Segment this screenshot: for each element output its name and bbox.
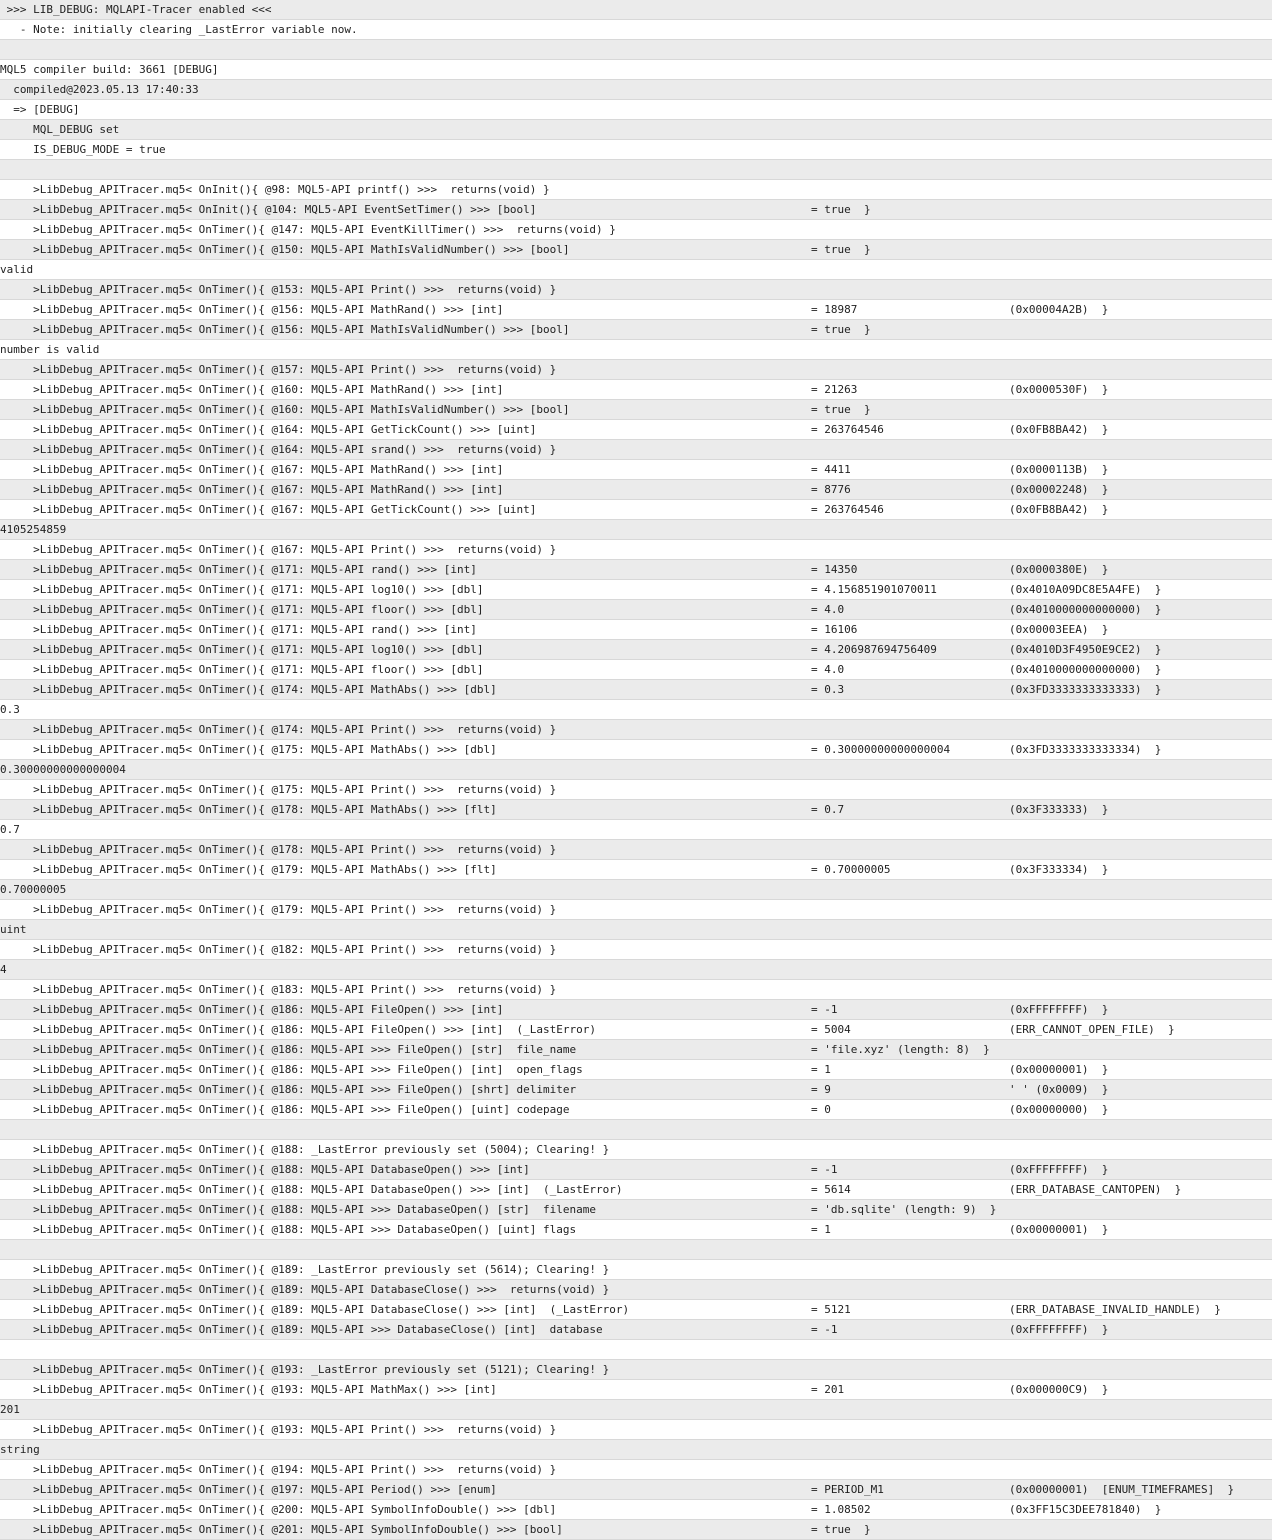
log-message: >LibDebug_APITracer.mq5< OnTimer(){ @186: MQL5-API >>> FileOpen() [uint] codepage: [0, 1103, 570, 1116]
log-detail: (0x00000001) }: [1009, 1223, 1109, 1236]
log-row[interactable]: [0, 240, 1272, 260]
log-detail: (0x3FD3333333333333) }: [1009, 683, 1162, 696]
log-row[interactable]: [0, 180, 1272, 200]
log-value: = -1: [811, 1003, 838, 1016]
log-value: = -1: [811, 1163, 838, 1176]
log-message: >LibDebug_APITracer.mq5< OnTimer(){ @160: MQL5-API MathIsValidNumber() >>> [bool]: [0, 403, 570, 416]
log-message: 4105254859: [0, 523, 67, 536]
log-value: = true }: [811, 243, 871, 256]
log-value: = 1: [811, 1063, 831, 1076]
log-message: >LibDebug_APITracer.mq5< OnTimer(){ @189: _LastError previously set (5614); Clearing! }: [0, 1263, 610, 1276]
log-value: = 18987: [811, 303, 858, 316]
log-value: = 5121: [811, 1303, 851, 1316]
log-row[interactable]: [0, 0, 1272, 20]
log-message: >LibDebug_APITracer.mq5< OnTimer(){ @147: MQL5-API EventKillTimer() >>> returns(void) }: [0, 223, 616, 236]
log-row[interactable]: [0, 640, 1272, 660]
log-row[interactable]: [0, 1040, 1272, 1060]
log-value: = 4411: [811, 463, 851, 476]
log-row[interactable]: [0, 500, 1272, 520]
log-detail: ' ' (0x0009) }: [1009, 1083, 1109, 1096]
log-value: = 16106: [811, 623, 858, 636]
log-message: >LibDebug_APITracer.mq5< OnTimer(){ @175: MQL5-API MathAbs() >>> [dbl]: [0, 743, 497, 756]
log-message: >LibDebug_APITracer.mq5< OnTimer(){ @188: _LastError previously set (5004); Clearing! }: [0, 1143, 610, 1156]
log-row[interactable]: [0, 140, 1272, 160]
log-value: = true }: [811, 323, 871, 336]
log-message: >LibDebug_APITracer.mq5< OnTimer(){ @201: MQL5-API SymbolInfoDouble() >>> [bool]: [0, 1523, 563, 1536]
log-row[interactable]: [0, 20, 1272, 40]
log-row[interactable]: [0, 1340, 1272, 1360]
log-row[interactable]: [0, 1460, 1272, 1480]
log-row[interactable]: [0, 980, 1272, 1000]
log-detail: (ERR_DATABASE_CANTOPEN) }: [1009, 1183, 1182, 1196]
log-row[interactable]: [0, 1480, 1272, 1500]
log-detail: (0x0FB8BA42) }: [1009, 503, 1109, 516]
log-message: >LibDebug_APITracer.mq5< OnTimer(){ @175: MQL5-API Print() >>> returns(void) }: [0, 783, 557, 796]
log-row[interactable]: [0, 1380, 1272, 1400]
log-row[interactable]: [0, 900, 1272, 920]
log-message: >LibDebug_APITracer.mq5< OnTimer(){ @156: MQL5-API MathIsValidNumber() >>> [bool]: [0, 323, 570, 336]
log-row[interactable]: [0, 340, 1272, 360]
log-message: 4: [0, 963, 7, 976]
log-value: = 201: [811, 1383, 845, 1396]
log-row[interactable]: [0, 720, 1272, 740]
log-row[interactable]: [0, 320, 1272, 340]
log-message: >LibDebug_APITracer.mq5< OnTimer(){ @186: MQL5-API >>> FileOpen() [shrt] delimiter: [0, 1083, 577, 1096]
log-message: => [DEBUG]: [0, 103, 80, 116]
log-message: >LibDebug_APITracer.mq5< OnTimer(){ @189: MQL5-API >>> DatabaseClose() [int] database: [0, 1323, 603, 1336]
log-message: >LibDebug_APITracer.mq5< OnTimer(){ @156: MQL5-API MathRand() >>> [int]: [0, 303, 504, 316]
log-value: = 4.0: [811, 663, 845, 676]
log-message: >LibDebug_APITracer.mq5< OnTimer(){ @178: MQL5-API Print() >>> returns(void) }: [0, 843, 557, 856]
log-row[interactable]: [0, 840, 1272, 860]
log-detail: (0x0FB8BA42) }: [1009, 423, 1109, 436]
log-value: = 21263: [811, 383, 858, 396]
log-message: 0.3: [0, 703, 20, 716]
log-row[interactable]: [0, 1140, 1272, 1160]
log-message: number is valid: [0, 343, 100, 356]
log-message: >LibDebug_APITracer.mq5< OnTimer(){ @174: MQL5-API Print() >>> returns(void) }: [0, 723, 557, 736]
log-message: >LibDebug_APITracer.mq5< OnTimer(){ @193: MQL5-API Print() >>> returns(void) }: [0, 1423, 557, 1436]
log-detail: (0xFFFFFFFF) }: [1009, 1323, 1109, 1336]
log-row[interactable]: [0, 200, 1272, 220]
log-message: 0.30000000000000004: [0, 763, 126, 776]
log-row[interactable]: [0, 700, 1272, 720]
log-message: >LibDebug_APITracer.mq5< OnTimer(){ @188: MQL5-API DatabaseOpen() >>> [int]: [0, 1163, 530, 1176]
log-message: 0.70000005: [0, 883, 67, 896]
log-detail: (0x3F333333) }: [1009, 803, 1109, 816]
log-message: >LibDebug_APITracer.mq5< OnTimer(){ @179: MQL5-API MathAbs() >>> [flt]: [0, 863, 497, 876]
log-value: = true }: [811, 403, 871, 416]
log-message: >LibDebug_APITracer.mq5< OnTimer(){ @197: MQL5-API Period() >>> [enum]: [0, 1483, 497, 1496]
log-row[interactable]: [0, 740, 1272, 760]
log-detail: (0x0000530F) }: [1009, 383, 1109, 396]
log-message: >LibDebug_APITracer.mq5< OnTimer(){ @188: MQL5-API >>> DatabaseOpen() [uint] flags: [0, 1223, 577, 1236]
log-message: >LibDebug_APITracer.mq5< OnTimer(){ @160: MQL5-API MathRand() >>> [int]: [0, 383, 504, 396]
log-detail: (0x000000C9) }: [1009, 1383, 1109, 1396]
log-message: IS_DEBUG_MODE = true: [0, 143, 166, 156]
log-value: = 5614: [811, 1183, 851, 1196]
log-row[interactable]: [0, 620, 1272, 640]
log-row[interactable]: [0, 1360, 1272, 1380]
log-row[interactable]: [0, 1420, 1272, 1440]
log-message: valid: [0, 263, 34, 276]
log-message: >LibDebug_APITracer.mq5< OnTimer(){ @186: MQL5-API FileOpen() >>> [int] (_LastError): [0, 1023, 597, 1036]
log-value: = 0: [811, 1103, 831, 1116]
log-row[interactable]: [0, 860, 1272, 880]
log-value: = 1: [811, 1223, 831, 1236]
log-message: >LibDebug_APITracer.mq5< OnTimer(){ @171: MQL5-API log10() >>> [dbl]: [0, 643, 484, 656]
log-row[interactable]: [0, 480, 1272, 500]
log-row[interactable]: [0, 560, 1272, 580]
log-detail: (0x00003EEA) }: [1009, 623, 1109, 636]
log-message: >LibDebug_APITracer.mq5< OnTimer(){ @150: MQL5-API MathIsValidNumber() >>> [bool]: [0, 243, 570, 256]
log-message: compiled@2023.05.13 17:40:33: [0, 83, 199, 96]
log-value: = 4.206987694756409: [811, 643, 937, 656]
log-detail: (0x3FF15C3DEE781840) }: [1009, 1503, 1162, 1516]
log-row[interactable]: [0, 1440, 1272, 1460]
log-detail: (0x00000001) [ENUM_TIMEFRAMES] }: [1009, 1483, 1235, 1496]
log-message: >LibDebug_APITracer.mq5< OnTimer(){ @153: MQL5-API Print() >>> returns(void) }: [0, 283, 557, 296]
log-row[interactable]: [0, 40, 1272, 60]
log-row[interactable]: [0, 280, 1272, 300]
log-message: >LibDebug_APITracer.mq5< OnTimer(){ @188: MQL5-API DatabaseOpen() >>> [int] (_LastError): [0, 1183, 623, 1196]
log-detail: (0x4010A09DC8E5A4FE) }: [1009, 583, 1162, 596]
log-message: >LibDebug_APITracer.mq5< OnTimer(){ @167: MQL5-API Print() >>> returns(void) }: [0, 543, 557, 556]
log-value: = 4.0: [811, 603, 845, 616]
log-row[interactable]: [0, 1240, 1272, 1260]
log-detail: (ERR_DATABASE_INVALID_HANDLE) }: [1009, 1303, 1221, 1316]
log-row[interactable]: [0, 680, 1272, 700]
log-message: MQL_DEBUG set: [0, 123, 120, 136]
log-row[interactable]: [0, 960, 1272, 980]
log-message: >LibDebug_APITracer.mq5< OnTimer(){ @189: MQL5-API DatabaseClose() >>> [int] (_LastError): [0, 1303, 630, 1316]
log-row[interactable]: [0, 580, 1272, 600]
log-row[interactable]: [0, 360, 1272, 380]
log-message: >LibDebug_APITracer.mq5< OnTimer(){ @164: MQL5-API GetTickCount() >>> [uint]: [0, 423, 537, 436]
log-row[interactable]: [0, 1220, 1272, 1240]
log-value: = 263764546: [811, 503, 884, 516]
log-detail: (0x3FD3333333333334) }: [1009, 743, 1162, 756]
log-row[interactable]: [0, 380, 1272, 400]
log-row[interactable]: [0, 520, 1272, 540]
log-value: = 'file.xyz' (length: 8) }: [811, 1043, 990, 1056]
log-message: >LibDebug_APITracer.mq5< OnInit(){ @98: MQL5-API printf() >>> returns(void) }: [0, 183, 550, 196]
log-message: >LibDebug_APITracer.mq5< OnTimer(){ @171: MQL5-API floor() >>> [dbl]: [0, 603, 484, 616]
log-message: >LibDebug_APITracer.mq5< OnTimer(){ @189: MQL5-API DatabaseClose() >>> returns(void) }: [0, 1283, 610, 1296]
log-detail: (0x00002248) }: [1009, 483, 1109, 496]
log-row[interactable]: [0, 1280, 1272, 1300]
log-row[interactable]: [0, 80, 1272, 100]
log-row[interactable]: [0, 600, 1272, 620]
log-value: = 4.156851901070011: [811, 583, 937, 596]
log-message: - Note: initially clearing _LastError variable now.: [0, 23, 358, 36]
log-row[interactable]: [0, 1120, 1272, 1140]
log-message: >LibDebug_APITracer.mq5< OnTimer(){ @171: MQL5-API log10() >>> [dbl]: [0, 583, 484, 596]
log-message: >LibDebug_APITracer.mq5< OnTimer(){ @174: MQL5-API MathAbs() >>> [dbl]: [0, 683, 497, 696]
log-row[interactable]: [0, 1520, 1272, 1540]
log-message: >LibDebug_APITracer.mq5< OnTimer(){ @188: MQL5-API >>> DatabaseOpen() [str] filename: [0, 1203, 597, 1216]
log-row[interactable]: [0, 1080, 1272, 1100]
log-value: = 8776: [811, 483, 851, 496]
log-value: = PERIOD_M1: [811, 1483, 884, 1496]
log-detail: (0x00004A2B) }: [1009, 303, 1109, 316]
log-detail: (0x4010D3F4950E9CE2) }: [1009, 643, 1162, 656]
log-row[interactable]: [0, 1000, 1272, 1020]
log-row[interactable]: [0, 460, 1272, 480]
log-row[interactable]: [0, 60, 1272, 80]
log-row[interactable]: [0, 100, 1272, 120]
log-message: uint: [0, 923, 27, 936]
log-row[interactable]: [0, 220, 1272, 240]
log-detail: (0x00000000) }: [1009, 1103, 1109, 1116]
log-row[interactable]: [0, 1180, 1272, 1200]
log-value: = 0.30000000000000004: [811, 743, 951, 756]
log-message: >LibDebug_APITracer.mq5< OnTimer(){ @171: MQL5-API floor() >>> [dbl]: [0, 663, 484, 676]
log-detail: (0x0000113B) }: [1009, 463, 1109, 476]
log-row[interactable]: [0, 420, 1272, 440]
log-message: >LibDebug_APITracer.mq5< OnTimer(){ @183: MQL5-API Print() >>> returns(void) }: [0, 983, 557, 996]
log-message: >LibDebug_APITracer.mq5< OnTimer(){ @171: MQL5-API rand() >>> [int]: [0, 563, 477, 576]
log-row[interactable]: [0, 1200, 1272, 1220]
log-detail: (0x4010000000000000) }: [1009, 663, 1162, 676]
log-value: = 5004: [811, 1023, 851, 1036]
log-message: 201: [0, 1403, 20, 1416]
log-row[interactable]: [0, 660, 1272, 680]
log-value: = 9: [811, 1083, 831, 1096]
log-detail: (ERR_CANNOT_OPEN_FILE) }: [1009, 1023, 1175, 1036]
log-row[interactable]: [0, 1060, 1272, 1080]
log-row[interactable]: [0, 440, 1272, 460]
log-message: >LibDebug_APITracer.mq5< OnTimer(){ @193: _LastError previously set (5121); Clearing! }: [0, 1363, 610, 1376]
log-value: = 0.7: [811, 803, 845, 816]
log-row[interactable]: [0, 920, 1272, 940]
log-row[interactable]: [0, 800, 1272, 820]
log-value: = 1.08502: [811, 1503, 871, 1516]
log-detail: (0xFFFFFFFF) }: [1009, 1163, 1109, 1176]
log-row[interactable]: [0, 1020, 1272, 1040]
log-message: >LibDebug_APITracer.mq5< OnTimer(){ @179: MQL5-API Print() >>> returns(void) }: [0, 903, 557, 916]
log-row[interactable]: [0, 300, 1272, 320]
log-value: = true }: [811, 203, 871, 216]
log-row[interactable]: [0, 540, 1272, 560]
log-value: = 0.3: [811, 683, 845, 696]
log-message: >LibDebug_APITracer.mq5< OnTimer(){ @186: MQL5-API FileOpen() >>> [int]: [0, 1003, 504, 1016]
log-row[interactable]: [0, 1300, 1272, 1320]
log-message: >LibDebug_APITracer.mq5< OnTimer(){ @167: MQL5-API MathRand() >>> [int]: [0, 483, 504, 496]
log-row[interactable]: [0, 940, 1272, 960]
log-message: >LibDebug_APITracer.mq5< OnTimer(){ @182: MQL5-API Print() >>> returns(void) }: [0, 943, 557, 956]
log-message: MQL5 compiler build: 3661 [DEBUG]: [0, 63, 219, 76]
log-detail: (0x3F333334) }: [1009, 863, 1109, 876]
log-row[interactable]: [0, 1320, 1272, 1340]
log-row[interactable]: [0, 1400, 1272, 1420]
log-value: = 'db.sqlite' (length: 9) }: [811, 1203, 997, 1216]
log-value: = -1: [811, 1323, 838, 1336]
log-message: >LibDebug_APITracer.mq5< OnTimer(){ @200: MQL5-API SymbolInfoDouble() >>> [dbl]: [0, 1503, 557, 1516]
log-message: >>> LIB_DEBUG: MQLAPI-Tracer enabled <<<: [0, 3, 272, 16]
log-message: 0.7: [0, 823, 20, 836]
log-message: >LibDebug_APITracer.mq5< OnTimer(){ @193: MQL5-API MathMax() >>> [int]: [0, 1383, 497, 1396]
log-row[interactable]: [0, 160, 1272, 180]
log-message: >LibDebug_APITracer.mq5< OnTimer(){ @157: MQL5-API Print() >>> returns(void) }: [0, 363, 557, 376]
log-row[interactable]: [0, 1160, 1272, 1180]
log-row[interactable]: [0, 880, 1272, 900]
log-message: >LibDebug_APITracer.mq5< OnInit(){ @104: MQL5-API EventSetTimer() >>> [bool]: [0, 203, 537, 216]
log-message: >LibDebug_APITracer.mq5< OnTimer(){ @167: MQL5-API MathRand() >>> [int]: [0, 463, 504, 476]
log-value: = 14350: [811, 563, 858, 576]
log-message: >LibDebug_APITracer.mq5< OnTimer(){ @186: MQL5-API >>> FileOpen() [str] file_name: [0, 1043, 577, 1056]
log-message: string: [0, 1443, 40, 1456]
log-detail: (0x00000001) }: [1009, 1063, 1109, 1076]
log-row[interactable]: [0, 1100, 1272, 1120]
log-detail: (0x0000380E) }: [1009, 563, 1109, 576]
log-value: = 0.70000005: [811, 863, 891, 876]
log-row[interactable]: [0, 400, 1272, 420]
log-row[interactable]: [0, 760, 1272, 780]
log-row[interactable]: [0, 120, 1272, 140]
log-message: >LibDebug_APITracer.mq5< OnTimer(){ @178: MQL5-API MathAbs() >>> [flt]: [0, 803, 497, 816]
log-message: >LibDebug_APITracer.mq5< OnTimer(){ @186: MQL5-API >>> FileOpen() [int] open_flags: [0, 1063, 583, 1076]
log-value: = 263764546: [811, 423, 884, 436]
log-detail: (0x4010000000000000) }: [1009, 603, 1162, 616]
log-row[interactable]: [0, 820, 1272, 840]
log-message: >LibDebug_APITracer.mq5< OnTimer(){ @171: MQL5-API rand() >>> [int]: [0, 623, 477, 636]
log-message: >LibDebug_APITracer.mq5< OnTimer(){ @194: MQL5-API Print() >>> returns(void) }: [0, 1463, 557, 1476]
log-row[interactable]: [0, 780, 1272, 800]
log-value: = true }: [811, 1523, 871, 1536]
log-row[interactable]: [0, 1260, 1272, 1280]
log-detail: (0xFFFFFFFF) }: [1009, 1003, 1109, 1016]
log-message: >LibDebug_APITracer.mq5< OnTimer(){ @167: MQL5-API GetTickCount() >>> [uint]: [0, 503, 537, 516]
log-row[interactable]: [0, 1500, 1272, 1520]
log-message: >LibDebug_APITracer.mq5< OnTimer(){ @164: MQL5-API srand() >>> returns(void) }: [0, 443, 557, 456]
log-row[interactable]: [0, 260, 1272, 280]
